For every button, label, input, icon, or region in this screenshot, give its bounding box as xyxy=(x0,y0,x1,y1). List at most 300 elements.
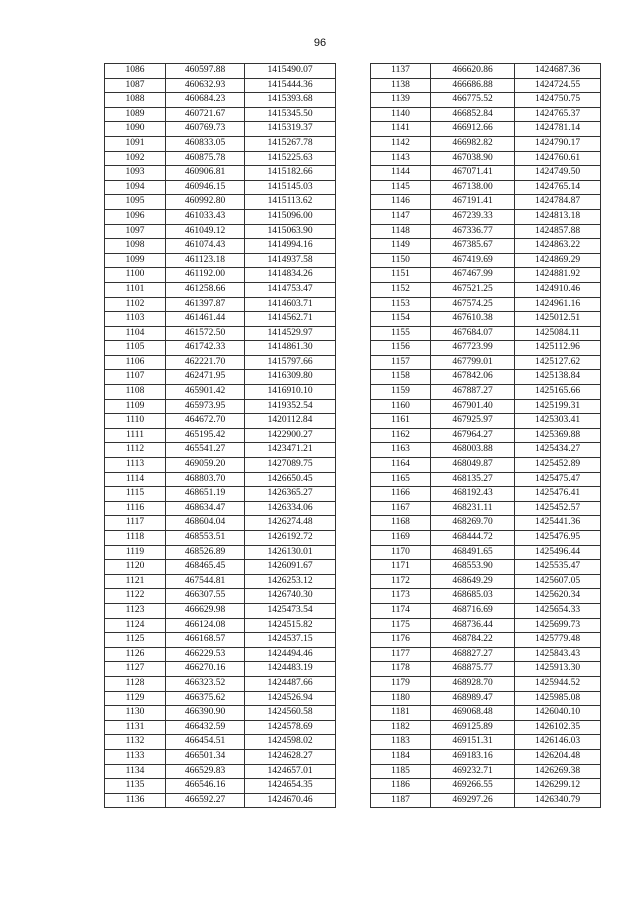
x-coordinate-cell: 465901.42 xyxy=(166,385,245,400)
x-coordinate-cell: 467385.67 xyxy=(431,239,515,254)
x-coordinate-cell: 468649.29 xyxy=(431,574,515,589)
table-row xyxy=(105,385,336,400)
x-coordinate-cell: 469232.71 xyxy=(431,764,515,779)
table-row xyxy=(105,414,336,429)
table-row xyxy=(371,531,601,546)
x-coordinate-cell: 460769.73 xyxy=(166,122,245,137)
table-row xyxy=(371,647,601,662)
y-coordinate-cell: 1426299.12 xyxy=(515,779,601,794)
point-number-cell: 1115 xyxy=(105,487,166,502)
table-row xyxy=(371,501,601,516)
y-coordinate-cell: 1424881.92 xyxy=(515,268,601,283)
coordinates-table-right xyxy=(370,63,601,808)
x-coordinate-cell: 465195.42 xyxy=(166,428,245,443)
y-coordinate-cell: 1425913.30 xyxy=(515,662,601,677)
x-coordinate-cell: 461258.66 xyxy=(166,282,245,297)
table-row xyxy=(371,209,601,224)
y-coordinate-cell: 1415393.68 xyxy=(245,93,336,108)
y-coordinate-cell: 1415319.37 xyxy=(245,122,336,137)
point-number-cell: 1121 xyxy=(105,574,166,589)
y-coordinate-cell: 1414861.30 xyxy=(245,341,336,356)
table-row xyxy=(105,487,336,502)
point-number-cell: 1112 xyxy=(105,443,166,458)
x-coordinate-cell: 467887.27 xyxy=(431,385,515,400)
y-coordinate-cell: 1426146.03 xyxy=(515,735,601,750)
table-row xyxy=(371,297,601,312)
point-number-cell: 1142 xyxy=(371,136,431,151)
x-coordinate-cell: 467901.40 xyxy=(431,399,515,414)
x-coordinate-cell: 465973.95 xyxy=(166,399,245,414)
y-coordinate-cell: 1425699.73 xyxy=(515,618,601,633)
x-coordinate-cell: 460684.23 xyxy=(166,93,245,108)
point-number-cell: 1107 xyxy=(105,370,166,385)
table-row xyxy=(105,151,336,166)
x-coordinate-cell: 466229.53 xyxy=(166,647,245,662)
table-row xyxy=(371,487,601,502)
point-number-cell: 1098 xyxy=(105,239,166,254)
point-number-cell: 1117 xyxy=(105,516,166,531)
point-number-cell: 1173 xyxy=(371,589,431,604)
x-coordinate-cell: 469297.26 xyxy=(431,793,515,808)
x-coordinate-cell: 469151.31 xyxy=(431,735,515,750)
table-row xyxy=(371,385,601,400)
point-number-cell: 1156 xyxy=(371,341,431,356)
x-coordinate-cell: 460721.67 xyxy=(166,107,245,122)
point-number-cell: 1147 xyxy=(371,209,431,224)
table-row xyxy=(105,793,336,808)
table-row xyxy=(371,633,601,648)
point-number-cell: 1141 xyxy=(371,122,431,137)
y-coordinate-cell: 1415225.63 xyxy=(245,151,336,166)
y-coordinate-cell: 1426102.35 xyxy=(515,720,601,735)
point-number-cell: 1086 xyxy=(105,64,166,79)
y-coordinate-cell: 1424483.19 xyxy=(245,662,336,677)
x-coordinate-cell: 466775.52 xyxy=(431,93,515,108)
x-coordinate-cell: 469068.48 xyxy=(431,706,515,721)
x-coordinate-cell: 461192.00 xyxy=(166,268,245,283)
x-coordinate-cell: 468716.69 xyxy=(431,603,515,618)
y-coordinate-cell: 1422900.27 xyxy=(245,428,336,443)
x-coordinate-cell: 467842.06 xyxy=(431,370,515,385)
x-coordinate-cell: 468928.70 xyxy=(431,676,515,691)
y-coordinate-cell: 1425303.41 xyxy=(515,414,601,429)
point-number-cell: 1095 xyxy=(105,195,166,210)
y-coordinate-cell: 1424784.87 xyxy=(515,195,601,210)
table-row xyxy=(105,180,336,195)
y-coordinate-cell: 1424781.14 xyxy=(515,122,601,137)
y-coordinate-cell: 1425476.41 xyxy=(515,487,601,502)
table-row xyxy=(371,749,601,764)
point-number-cell: 1116 xyxy=(105,501,166,516)
table-row xyxy=(371,180,601,195)
point-number-cell: 1091 xyxy=(105,136,166,151)
y-coordinate-cell: 1425452.57 xyxy=(515,501,601,516)
table-row xyxy=(105,472,336,487)
point-number-cell: 1127 xyxy=(105,662,166,677)
y-coordinate-cell: 1424760.61 xyxy=(515,151,601,166)
y-coordinate-cell: 1426253.12 xyxy=(245,574,336,589)
point-number-cell: 1175 xyxy=(371,618,431,633)
y-coordinate-cell: 1425441.36 xyxy=(515,516,601,531)
table-row xyxy=(371,458,601,473)
x-coordinate-cell: 468634.47 xyxy=(166,501,245,516)
point-number-cell: 1157 xyxy=(371,355,431,370)
x-coordinate-cell: 467723.99 xyxy=(431,341,515,356)
point-number-cell: 1132 xyxy=(105,735,166,750)
point-number-cell: 1093 xyxy=(105,166,166,181)
x-coordinate-cell: 468989.47 xyxy=(431,691,515,706)
point-number-cell: 1146 xyxy=(371,195,431,210)
table-row xyxy=(105,166,336,181)
y-coordinate-cell: 1424750.75 xyxy=(515,93,601,108)
table-row xyxy=(371,253,601,268)
table-row xyxy=(371,735,601,750)
y-coordinate-cell: 1420112.84 xyxy=(245,414,336,429)
x-coordinate-cell: 462471.95 xyxy=(166,370,245,385)
table-row xyxy=(105,268,336,283)
point-number-cell: 1186 xyxy=(371,779,431,794)
x-coordinate-cell: 468784.22 xyxy=(431,633,515,648)
y-coordinate-cell: 1425607.05 xyxy=(515,574,601,589)
table-row xyxy=(371,516,601,531)
table-row xyxy=(371,151,601,166)
x-coordinate-cell: 469183.16 xyxy=(431,749,515,764)
table-row xyxy=(105,516,336,531)
y-coordinate-cell: 1426040.10 xyxy=(515,706,601,721)
table-row xyxy=(371,793,601,808)
point-number-cell: 1140 xyxy=(371,107,431,122)
point-number-cell: 1105 xyxy=(105,341,166,356)
y-coordinate-cell: 1415113.62 xyxy=(245,195,336,210)
y-coordinate-cell: 1426192.72 xyxy=(245,531,336,546)
point-number-cell: 1152 xyxy=(371,282,431,297)
table-row xyxy=(105,691,336,706)
x-coordinate-cell: 461049.12 xyxy=(166,224,245,239)
table-row xyxy=(371,706,601,721)
table-row xyxy=(371,224,601,239)
point-number-cell: 1092 xyxy=(105,151,166,166)
y-coordinate-cell: 1414753.47 xyxy=(245,282,336,297)
point-number-cell: 1103 xyxy=(105,312,166,327)
point-number-cell: 1160 xyxy=(371,399,431,414)
point-number-cell: 1129 xyxy=(105,691,166,706)
point-number-cell: 1106 xyxy=(105,355,166,370)
point-number-cell: 1111 xyxy=(105,428,166,443)
x-coordinate-cell: 466982.82 xyxy=(431,136,515,151)
point-number-cell: 1176 xyxy=(371,633,431,648)
table-row xyxy=(371,136,601,151)
x-coordinate-cell: 467239.33 xyxy=(431,209,515,224)
table-row xyxy=(371,355,601,370)
x-coordinate-cell: 466270.16 xyxy=(166,662,245,677)
table-row xyxy=(105,779,336,794)
table-row xyxy=(371,312,601,327)
y-coordinate-cell: 1424749.50 xyxy=(515,166,601,181)
y-coordinate-cell: 1426365.27 xyxy=(245,487,336,502)
x-coordinate-cell: 466432.59 xyxy=(166,720,245,735)
y-coordinate-cell: 1426091.67 xyxy=(245,560,336,575)
x-coordinate-cell: 460875.78 xyxy=(166,151,245,166)
table-row xyxy=(371,589,601,604)
table-row xyxy=(371,195,601,210)
point-number-cell: 1169 xyxy=(371,531,431,546)
y-coordinate-cell: 1424654.35 xyxy=(245,779,336,794)
table-row xyxy=(105,355,336,370)
point-number-cell: 1171 xyxy=(371,560,431,575)
table-row xyxy=(105,224,336,239)
table-row xyxy=(371,370,601,385)
point-number-cell: 1163 xyxy=(371,443,431,458)
table-row xyxy=(105,64,336,79)
table-row xyxy=(371,166,601,181)
x-coordinate-cell: 466629.98 xyxy=(166,603,245,618)
table-row xyxy=(371,122,601,137)
table-row xyxy=(105,647,336,662)
y-coordinate-cell: 1414529.97 xyxy=(245,326,336,341)
x-coordinate-cell: 467467.99 xyxy=(431,268,515,283)
point-number-cell: 1162 xyxy=(371,428,431,443)
y-coordinate-cell: 1424657.01 xyxy=(245,764,336,779)
point-number-cell: 1102 xyxy=(105,297,166,312)
point-number-cell: 1110 xyxy=(105,414,166,429)
x-coordinate-cell: 461461.44 xyxy=(166,312,245,327)
point-number-cell: 1130 xyxy=(105,706,166,721)
y-coordinate-cell: 1425127.62 xyxy=(515,355,601,370)
x-coordinate-cell: 465541.27 xyxy=(166,443,245,458)
point-number-cell: 1113 xyxy=(105,458,166,473)
table-row xyxy=(105,209,336,224)
table-row xyxy=(371,560,601,575)
x-coordinate-cell: 468875.77 xyxy=(431,662,515,677)
point-number-cell: 1168 xyxy=(371,516,431,531)
table-row xyxy=(105,560,336,575)
point-number-cell: 1179 xyxy=(371,676,431,691)
point-number-cell: 1089 xyxy=(105,107,166,122)
y-coordinate-cell: 1426740.30 xyxy=(245,589,336,604)
y-coordinate-cell: 1415145.03 xyxy=(245,180,336,195)
x-coordinate-cell: 468604.04 xyxy=(166,516,245,531)
table-row xyxy=(105,676,336,691)
point-number-cell: 1180 xyxy=(371,691,431,706)
y-coordinate-cell: 1415182.66 xyxy=(245,166,336,181)
table-row xyxy=(371,428,601,443)
point-number-cell: 1099 xyxy=(105,253,166,268)
y-coordinate-cell: 1425535.47 xyxy=(515,560,601,575)
x-coordinate-cell: 461397.87 xyxy=(166,297,245,312)
table-row xyxy=(105,297,336,312)
coordinates-table-left xyxy=(104,63,336,808)
x-coordinate-cell: 467925.97 xyxy=(431,414,515,429)
x-coordinate-cell: 462221.70 xyxy=(166,355,245,370)
x-coordinate-cell: 468269.70 xyxy=(431,516,515,531)
y-coordinate-cell: 1425985.08 xyxy=(515,691,601,706)
x-coordinate-cell: 466168.57 xyxy=(166,633,245,648)
point-number-cell: 1123 xyxy=(105,603,166,618)
table-row xyxy=(371,720,601,735)
table-row xyxy=(105,618,336,633)
x-coordinate-cell: 466546.16 xyxy=(166,779,245,794)
x-coordinate-cell: 468465.45 xyxy=(166,560,245,575)
point-number-cell: 1094 xyxy=(105,180,166,195)
y-coordinate-cell: 1424961.16 xyxy=(515,297,601,312)
x-coordinate-cell: 466912.66 xyxy=(431,122,515,137)
table-row xyxy=(105,282,336,297)
point-number-cell: 1161 xyxy=(371,414,431,429)
table-row xyxy=(105,428,336,443)
page-number: 96 xyxy=(313,37,327,49)
table-row xyxy=(371,326,601,341)
x-coordinate-cell: 468827.27 xyxy=(431,647,515,662)
point-number-cell: 1184 xyxy=(371,749,431,764)
table-row xyxy=(371,764,601,779)
x-coordinate-cell: 468685.03 xyxy=(431,589,515,604)
table-row xyxy=(371,341,601,356)
y-coordinate-cell: 1427089.75 xyxy=(245,458,336,473)
x-coordinate-cell: 461742.33 xyxy=(166,341,245,356)
y-coordinate-cell: 1425473.54 xyxy=(245,603,336,618)
y-coordinate-cell: 1425084.11 xyxy=(515,326,601,341)
table-row xyxy=(105,589,336,604)
point-number-cell: 1122 xyxy=(105,589,166,604)
y-coordinate-cell: 1425369.88 xyxy=(515,428,601,443)
x-coordinate-cell: 460992.80 xyxy=(166,195,245,210)
x-coordinate-cell: 460906.81 xyxy=(166,166,245,181)
y-coordinate-cell: 1425112.96 xyxy=(515,341,601,356)
x-coordinate-cell: 468192.43 xyxy=(431,487,515,502)
y-coordinate-cell: 1424560.58 xyxy=(245,706,336,721)
x-coordinate-cell: 466852.84 xyxy=(431,107,515,122)
x-coordinate-cell: 467799.01 xyxy=(431,355,515,370)
y-coordinate-cell: 1415063.90 xyxy=(245,224,336,239)
x-coordinate-cell: 468135.27 xyxy=(431,472,515,487)
table-row xyxy=(371,78,601,93)
y-coordinate-cell: 1424863.22 xyxy=(515,239,601,254)
y-coordinate-cell: 1425165.66 xyxy=(515,385,601,400)
table-row xyxy=(371,603,601,618)
y-coordinate-cell: 1424910.46 xyxy=(515,282,601,297)
y-coordinate-cell: 1424578.69 xyxy=(245,720,336,735)
y-coordinate-cell: 1424537.15 xyxy=(245,633,336,648)
y-coordinate-cell: 1416910.10 xyxy=(245,385,336,400)
table-row xyxy=(371,662,601,677)
y-coordinate-cell: 1424869.29 xyxy=(515,253,601,268)
x-coordinate-cell: 460833.05 xyxy=(166,136,245,151)
y-coordinate-cell: 1419352.54 xyxy=(245,399,336,414)
y-coordinate-cell: 1426130.01 xyxy=(245,545,336,560)
point-number-cell: 1136 xyxy=(105,793,166,808)
point-number-cell: 1167 xyxy=(371,501,431,516)
table-row xyxy=(105,458,336,473)
point-number-cell: 1124 xyxy=(105,618,166,633)
point-number-cell: 1181 xyxy=(371,706,431,721)
x-coordinate-cell: 468651.19 xyxy=(166,487,245,502)
x-coordinate-cell: 467336.77 xyxy=(431,224,515,239)
x-coordinate-cell: 461572.50 xyxy=(166,326,245,341)
x-coordinate-cell: 466686.88 xyxy=(431,78,515,93)
y-coordinate-cell: 1425434.27 xyxy=(515,443,601,458)
table-row xyxy=(371,691,601,706)
table-row xyxy=(105,399,336,414)
y-coordinate-cell: 1424515.82 xyxy=(245,618,336,633)
table-row xyxy=(105,136,336,151)
point-number-cell: 1097 xyxy=(105,224,166,239)
y-coordinate-cell: 1426334.06 xyxy=(245,501,336,516)
y-coordinate-cell: 1415444.36 xyxy=(245,78,336,93)
table-row xyxy=(371,676,601,691)
x-coordinate-cell: 467610.38 xyxy=(431,312,515,327)
y-coordinate-cell: 1424494.46 xyxy=(245,647,336,662)
x-coordinate-cell: 467964.27 xyxy=(431,428,515,443)
point-number-cell: 1172 xyxy=(371,574,431,589)
table-row xyxy=(105,603,336,618)
point-number-cell: 1104 xyxy=(105,326,166,341)
table-row xyxy=(105,341,336,356)
point-number-cell: 1149 xyxy=(371,239,431,254)
point-number-cell: 1178 xyxy=(371,662,431,677)
table-row xyxy=(371,472,601,487)
point-number-cell: 1134 xyxy=(105,764,166,779)
y-coordinate-cell: 1425475.47 xyxy=(515,472,601,487)
x-coordinate-cell: 466124.08 xyxy=(166,618,245,633)
x-coordinate-cell: 467419.69 xyxy=(431,253,515,268)
point-number-cell: 1145 xyxy=(371,180,431,195)
x-coordinate-cell: 466529.83 xyxy=(166,764,245,779)
y-coordinate-cell: 1415490.07 xyxy=(245,64,336,79)
table-row xyxy=(105,370,336,385)
table-row xyxy=(105,662,336,677)
y-coordinate-cell: 1424765.37 xyxy=(515,107,601,122)
point-number-cell: 1185 xyxy=(371,764,431,779)
point-number-cell: 1144 xyxy=(371,166,431,181)
table-row xyxy=(371,414,601,429)
x-coordinate-cell: 467071.41 xyxy=(431,166,515,181)
x-coordinate-cell: 461123.18 xyxy=(166,253,245,268)
y-coordinate-cell: 1416309.80 xyxy=(245,370,336,385)
point-number-cell: 1118 xyxy=(105,531,166,546)
table-row xyxy=(371,779,601,794)
y-coordinate-cell: 1424724.55 xyxy=(515,78,601,93)
table-row xyxy=(105,195,336,210)
x-coordinate-cell: 464672.70 xyxy=(166,414,245,429)
point-number-cell: 1182 xyxy=(371,720,431,735)
y-coordinate-cell: 1426269.38 xyxy=(515,764,601,779)
table-row xyxy=(371,545,601,560)
x-coordinate-cell: 460632.93 xyxy=(166,78,245,93)
y-coordinate-cell: 1425779.48 xyxy=(515,633,601,648)
y-coordinate-cell: 1424790.17 xyxy=(515,136,601,151)
point-number-cell: 1139 xyxy=(371,93,431,108)
y-coordinate-cell: 1424526.94 xyxy=(245,691,336,706)
point-number-cell: 1131 xyxy=(105,720,166,735)
y-coordinate-cell: 1426204.48 xyxy=(515,749,601,764)
point-number-cell: 1096 xyxy=(105,209,166,224)
y-coordinate-cell: 1425476.95 xyxy=(515,531,601,546)
x-coordinate-cell: 467038.90 xyxy=(431,151,515,166)
y-coordinate-cell: 1425452.89 xyxy=(515,458,601,473)
x-coordinate-cell: 468444.72 xyxy=(431,531,515,546)
point-number-cell: 1125 xyxy=(105,633,166,648)
point-number-cell: 1101 xyxy=(105,282,166,297)
point-number-cell: 1126 xyxy=(105,647,166,662)
x-coordinate-cell: 467191.41 xyxy=(431,195,515,210)
point-number-cell: 1133 xyxy=(105,749,166,764)
y-coordinate-cell: 1426650.45 xyxy=(245,472,336,487)
table-row xyxy=(371,399,601,414)
table-row xyxy=(105,78,336,93)
point-number-cell: 1138 xyxy=(371,78,431,93)
table-row xyxy=(105,122,336,137)
point-number-cell: 1114 xyxy=(105,472,166,487)
